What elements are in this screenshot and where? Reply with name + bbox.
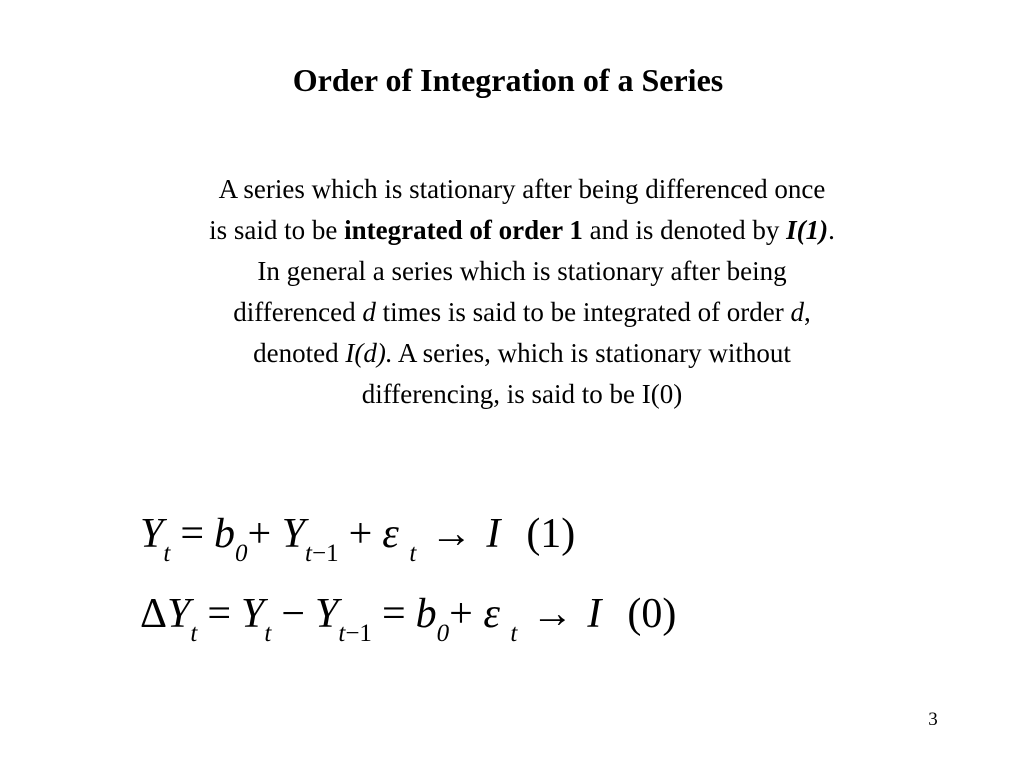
epsilon-symbol: ε [483, 591, 500, 637]
definition-paragraph [112, 169, 932, 415]
paragraph-line-1: A series which is stationary after being differenced once [218, 174, 826, 204]
slide-title: Order of Integration of a Series [292, 62, 724, 98]
arrow-icon: → [430, 511, 473, 557]
italic-term-id: I(d). [345, 338, 393, 368]
delta-symbol: Δ [140, 591, 168, 637]
page-number: 3 [928, 709, 938, 730]
paragraph-line-4: differenced d times is said to be integrated of order d, [233, 297, 811, 327]
equation-first-difference: $\Delta Y_t = Y_t - Y_{t-1} = b_0+ \varepsilon$ $_t$ → I (0) [140, 591, 677, 647]
italic-term-i1: I(1) [786, 215, 829, 245]
bold-term: integrated of order 1 [344, 215, 583, 245]
paragraph-line-5: denoted I(d). A series, which is stationary without [253, 338, 791, 368]
epsilon-symbol: ε [382, 511, 399, 557]
paragraph-line-2: is said to be integrated of order 1 and is denoted by I(1). [209, 215, 835, 245]
paragraph-line-6: differencing, is said to be I(0) [361, 379, 683, 409]
equation-random-walk-drift: $Y_t = b_0+ Y_{t-1} + \varepsilon$ $_t$ → I (1) [140, 511, 576, 567]
arrow-icon: → [531, 591, 574, 637]
paragraph-line-3: In general a series which is stationary after being [257, 256, 787, 286]
